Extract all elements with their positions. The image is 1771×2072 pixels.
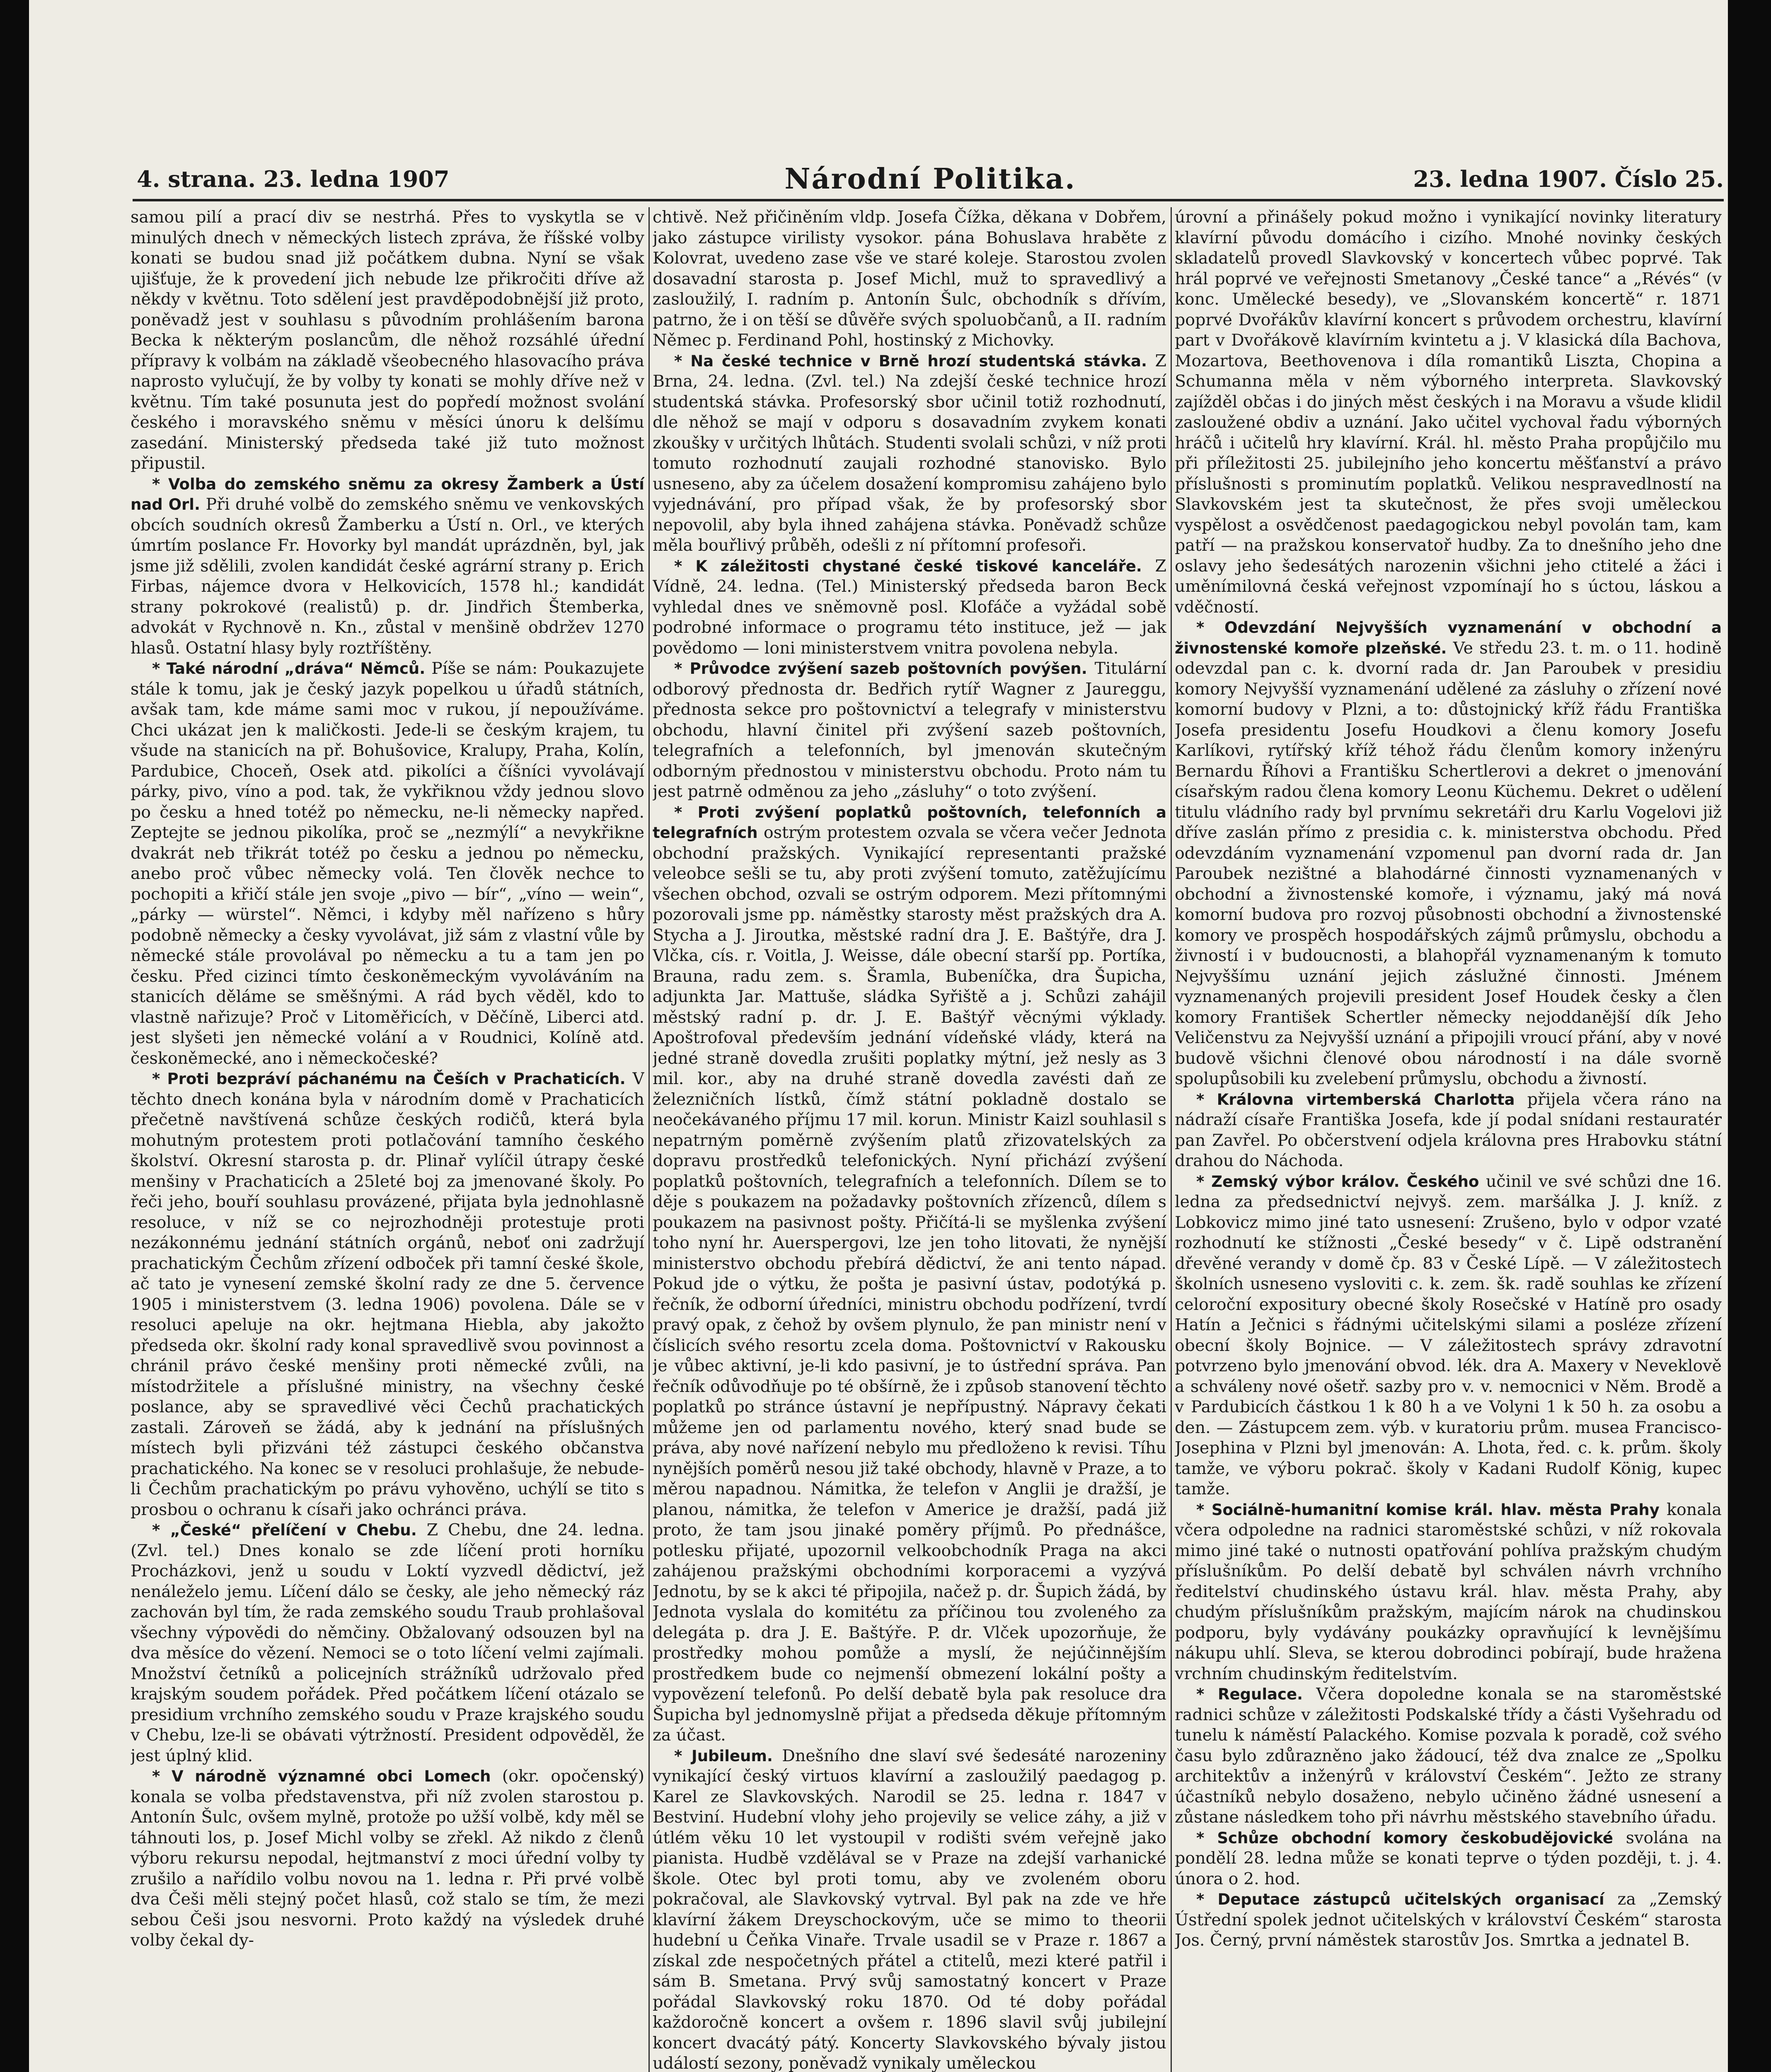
column-2 — [653, 207, 1166, 2072]
article-heading: * Jubileum. — [674, 1747, 773, 1765]
article-text: Při druhé volbě do zemského sněmu ve venkovských obcích soudních okresů Žamberku a Ústí n. Orl., ve kterých úmrtím poslance Fr. Hovorky byl mandát uprázdněn, byl, jak jsme již sdělili, zvolen kandidát české agrární strany p. Erich Firbas, nájemce dvora v Helkovicích, 1578 hl.; kandidát strany pokrokové (realistů) p. dr. Jindřich Štemberka, advokát v Rychnově n. Kn., zůstal v menšině obdržev 1270 hlasů. Ostatní hlasy byly roztříštěny. — [131, 495, 644, 658]
article-paragraph — [653, 556, 1166, 659]
article-text: svolána na pondělí 28. ledna může se konati teprve o týden později, t. j. 4. února o 2. hod. — [1175, 1828, 1722, 1888]
article-text: za „Zemský Ústřední spolek jednot učitelských v království Českém“ starosta Jos. Černý, první náměstek starostův Jos. Smrtka a jednatel B. — [1175, 1890, 1722, 1950]
article-text: Titulární odborový přednosta dr. Bedřich rytíř Wagner z Jaureggu, přednosta sekce pro poštovnictví a telegrafy v ministerstvu obchodu, hlavní činitel při zvýšení sazeb poštovních, telegrafních a telefonních, byl jmenován skutečným odborným přednostou v ministerstvu obchodu. Proto nám tu jest patrně odměnou za jeho „zásluhy“ o toto zvýšení. — [653, 659, 1166, 801]
column-divider — [1171, 207, 1172, 2072]
article-text: Píše se nám: Poukazujete stále k tomu, jak je český jazyk popelkou u úřadů státních, avšak tam, kde máme sami moc v rukou, jí nepoužíváme. Chci ukázat jen k maličkosti. Jede-li se českým krajem, tu všude na stanicích na př. Bohušovice, Kralupy, Praha, Kolín, Pardubice, Choceň, Osek atd. pikolíci a číšníci vyvolávají párky, pivo, víno a pod. tak, že vykřiknou vždy jednou slovo po česku a hned totéž po německu, ne-li německy napřed. Zeptejte se jednou pikolíka, proč se „nezmýlí“ a nevykřikne dvakrát neb třikrát totéž po česku a jednou po německu, anebo proč vůbec německy volá. Ten člověk nechce to pochopiti a křičí stále jen svoje „pivo — bír“, „víno — wein“, „párky — würstel“. Němci, i kdyby měl nařízeno s hůry podobně německy a česky vyvolávat, již sám z vlastní vůle by německé stále provolával po německu a tu a tam jen po česku. Před cizinci tímto českoněmeckým vyvoláváním na stanicích děláme se směšnými. A rád bych věděl, kdo to vlastně nařizuje? Proč v Litoměřicích, v Děčíně, Liberci atd. jest slyšeti jen německé volání a v Roudnici, Kolíně atd. českoněmecké, ano i německočeské? — [131, 659, 644, 1068]
header-right: 23. ledna 1907. Číslo 25. — [1413, 166, 1724, 192]
column-3 — [1175, 207, 1722, 2072]
article-heading: * K záležitosti chystané české tiskové kanceláře. — [674, 557, 1142, 575]
column-1 — [131, 207, 644, 2072]
article-paragraph — [131, 1069, 644, 1520]
article-paragraph — [653, 207, 1166, 351]
article-heading: * Schůze obchodní komory českobudějovické — [1196, 1829, 1613, 1847]
article-paragraph — [1175, 1089, 1722, 1172]
article-paragraph — [131, 1766, 644, 1951]
article-heading: * Zemský výbor králov. Českého — [1196, 1172, 1479, 1191]
article-heading: * V národně významné obci Lomech — [152, 1767, 491, 1785]
article-text: ostrým protestem ozvala se včera večer Jednota obchodní pražských. Vynikající representanti pražské veleobce sešli se tu, aby proti zvýšení tomuto, zatěžujícímu všechen obchod, ozvali se ostrým odporem. Mezi přítomnými pozorovali jsme pp. náměstky starosty měst pražských dra A. Stycha a J. Jiroutka, městské radní dra J. E. Baštýře, dra J. Vlčka, cís. r. Voitla, J. Weisse, dále obecní starší pp. Portíka, Brauna, radu zem. s. Šramla, Bubeníčka, dra Šupicha, adjunkta Jar. Mattuše, sládka Syřiště a j. Schůzi zahájil městský radní p. dr. J. E. Baštýř věcnými výklady. Apoštrofoval především jednání vídeňské vlády, která na jedné straně dovedla zrušiti poplatky mýtní, jež nesly as 3 mil. kor., aby na druhé straně dovedla zavésti daň ze železničních lístků, čímž státní pokladně dostalo se neočekávaného příjmu 17 mil. korun. Ministr Kaizl souhlasil s nepatrným poměrně zvýšením platů zřizovatelských za dopravu prostředků telefonických. Nyní přichází zvýšení poplatků poštovních, telegrafních a telefonních. Dílem se to děje s poukazem na požadavky poštovních zřízenců, dílem s poukazem na pasivnost pošty. Přičítá-li se myšlenka zvýšení toho nyní hr. Auerspergovi, lze jen toho litovati, že nynější ministerstvo obchodu přebírá dědictví, že ani tento nápad. Pokud jde o výtku, že pošta je pasivní ústav, podotýká p. řečník, že odborní úředníci, ministru obchodu podřízení, tvrdí pravý opak, z čehož by ovšem plynulo, že pan ministr není v číslicích svého resortu zcela doma. Poštovnictví v Rakousku je vůbec aktivní, je-li kdo pasivní, je to ústřední správa. Pan řečník odůvodňuje po té obšírně, že i způsob stanovení těchto poplatků po stránce ústavní je nepřípustný. Nápravy čekati můžeme jen od parlamentu nového, který snad bude se práva, aby nové nařízení nebylo mu předloženo k revisi. Tíhu nynějších poměrů nesou již také obchody, hlavně v Praze, a to měrou napadnou. Námitka, že telefon v Anglii je dražší, je planou, námitka, že telefon v Americe je dražší, padá již proto, že tam jsou jinaké poměry příjmů. Po přednášce, potlesku přijaté, upozornil velkoobchodník Praga na akci zahájenou pražskými obchodními korporacemi a vyzývá Jednotu, by se k akci té připojila, načež p. dr. Šupich žádá, by Jednota vyslala do komitétu za příčinou tou zvoleného za delegáta p. dra J. E. Baštýře. P. dr. Vlček upozorňuje, že prostředky mohou pomůže a myslí, že nejúčinnějším prostředkem bude co nejmenší obmezení lokální pošty a vypovězení telefonů. Po delší debatě byla pak resoluce dra Šupicha byl jednomyslně přijat a předseda děkuje přítomným za účast. — [653, 823, 1166, 1745]
article-paragraph — [653, 658, 1166, 802]
header-rule — [133, 199, 1724, 201]
article-paragraph — [131, 1520, 644, 1766]
article-text: Z Chebu, dne 24. ledna. (Zvl. tel.) Dnes konalo se zde líčení proti horníku Procházkovi, jenž u soudu v Loktí vyzvedl dědictví, jež nenáleželo jemu. Líčení dálo se česky, ale jeho německý ráz zachován byl tím, že rada zemského soudu Traub prohlašoval všechny výpovědi do němčiny. Obžalovaný odsouzen byl na dva měsíce do vězení. Nemoci se o toto líčení velmi zajímali. Množství četníků a policejních strážníků udržovalo před krajským soudem pořádek. Před počátkem líčení otázalo se presidium vrchního zemského soudu v Praze krajského soudu v Chebu, lze-li se obávati výtržností. President odpověděl, že jest úplný klid. — [131, 1520, 644, 1765]
article-paragraph — [1175, 1172, 1722, 1500]
article-text: chtivě. Než přičiněním vldp. Josefa Čížka, děkana v Dobřem, jako zástupce virilisty vysokor. pána Bohuslava hraběte z Kolovrat, uvedeno zase vše ve staré koleje. Starostou zvolen dosavadní starosta p. Josef Michl, muž to spravedlivý a zasloužilý, I. radním p. Antonín Šulc, obchodník s dřívím, patrno, že i on těší se důvěře svých spoluobčanů, a II. radním Němec p. Ferdinand Pohl, hostinský z Michovky. — [653, 208, 1166, 350]
article-heading: * Průvodce zvýšení sazeb poštovních povýšen. — [674, 660, 1087, 678]
article-paragraph — [131, 207, 644, 474]
article-paragraph — [1175, 617, 1722, 1089]
article-heading: * Sociálně-humanitní komise král. hlav. města Prahy — [1196, 1501, 1660, 1519]
header-left: 4. strana. 23. ledna 1907 — [137, 166, 450, 192]
article-paragraph — [1175, 1828, 1722, 1890]
article-paragraph — [1175, 1889, 1722, 1951]
article-paragraph — [653, 802, 1166, 1746]
article-heading: * Také národní „dráva“ Němců. — [152, 660, 426, 678]
article-text: úrovní a přinášely pokud možno i vynikající novinky literatury klavírní původu domácího i cizího. Mnohé novinky českých skladatelů provedl Slavkovský v koncertech vůbec poprvé. Tak hrál poprvé ve veřejnosti Smetanovy „České tance“ a „Révés“ (v konc. Umělecké besedy), ve „Slovanském koncertě“ r. 1871 poprvé Dvořákův klavírní koncert s průvodem orchestru, klavírní part v Dvořákově klavírním kvintetu a j. V klasická díla Bachova, Mozartova, Beethovenova i díla romantiků Liszta, Chopina a Schumanna měla v něm výborného interpreta. Slavkovský zajížděl občas i do jiných měst českých i na Moravu a všude klidil zasloužené obdiv a uznání. Jako učitel vychoval řadu výborných hráčů i učitelů hry klavírní. Král. hl. město Praha propůjčilo mu při příležitosti 25. jubilejního jeho koncertu měšťanství a právo příslušnosti s prominutím poplatků. Velikou nespravedlností na Slavkovském jest ta skutečnost, že přes svoji uměleckou vyspělost a osvědčenost paedagogickou nebyl povolán tam, kam patří — na pražskou konservatoř hudby. Za to dnešního jeho dne oslavy jeho šedesátých narozenin všichni jeho ctitelé a žáci i uměnímilovná česká veřejnost vzpomínají ho s úctou, láskou a vděčností. — [1175, 208, 1722, 617]
article-text: (okr. opočenský) konala se volba představenstva, při níž zvolen starostou p. Antonín Šulc, ovšem mylně, protože po užší volbě, kdy měl se táhnouti los, p. Josef Michl volby se zřekl. Až nikdo z členů výboru rekursu nepodal, hejtmanství z moci úřední volby ty zrušilo a nařídilo volbu novou na 1. ledna r. Při prvé volbě dva Češi měli stejný počet hlasů, což stalo se tím, že mezi sebou Češi jsou nesvorni. Proto každý na výsledek druhé volby čekal dy- — [131, 1767, 644, 1950]
page-header — [137, 162, 1724, 203]
article-text: samou pilí a prací div se nestrhá. Přes to vyskytla se v minulých dnech v německých listech zpráva, že říšské volby konati se budou snad již počátkem dubna. Nyní se však ujišťuje, že k provedení jich nebude lze přikročiti dříve až někdy v květnu. Toto sdělení jest pravděpodobnější již proto, poněvadž jest v souhlasu s původním prohlášením barona Becka k některým poslancům, dle něhož rozsáhlé úřední přípravy k volbám na základě všeobecného hlasovacího práva naprosto vylučují, že by volby ty konati se mohly dříve než v květnu. Tím také posunuta jest do popředí možnost svolání českého i moravského sněmu v měsíci únoru k delšímu zasedání. Ministerský předseda také již tuto možnost připustil. — [131, 208, 644, 473]
article-paragraph — [653, 351, 1166, 556]
article-text: Z Brna, 24. ledna. (Zvl. tel.) Na zdejší české technice hrozí studentská stávka. Profesorský sbor učinil totiž rozhodnutí, dle něhož se mají v odporu s dosavadním zvykem konati zkoušky v určitých lhůtách. Studenti svolali schůzi, v níž proti tomuto rozhodnutí zaujali rozhodné stanovisko. Bylo usneseno, aby za účelem dosažení kompromisu zahájeno bylo vyjednávání, pro případ však, že by profesorský sbor nepovolil, aby byla ihned zahájena stávka. Poněvadž schůze měla bouřlivý průběh, odešli z ní přítomní profesoři. — [653, 351, 1166, 555]
article-text: Z Vídně, 24. ledna. (Tel.) Ministerský předseda baron Beck vyhledal dnes ve sněmovně posl. Klofáče a vyžádal sobě podrobné informace o programu této instituce, jež — jak povědomo — loni ministerstvem vnitra povolena nebyla. — [653, 556, 1166, 658]
masthead-title: Národní Politika. — [784, 162, 1076, 196]
article-paragraph — [131, 474, 644, 659]
article-text: V těchto dnech konána byla v národním domě v Prachaticích přečetně navštívená schůze českých rodičů, která byla mohutným protestem proti potlačování tamního českého školství. Okresní starosta p. dr. Plinař vylíčil útrapy české menšiny v Prachaticích a 25leté boj za jmenované školy. Po řeči jeho, bouří souhlasu provázené, přijata byla jednohlasně resoluce, v níž se co nejrozhodněji protestuje proti nezákonnému jednání státních orgánů, neboť oni zadržují prachatickým Čechům zřízení odboček při tamní české škole, ač tato je vynesení zemské školní rady ze dne 5. července 1905 i ministerstvem (3. ledna 1906) povolena. Dále se v resoluci apeluje na okr. hejtmana Hiebla, aby jakožto předseda okr. školní rady konal spravedlivě svou povinnost a chránil právo české menšiny proti německé zvůli, na místodržitele a příslušné ministry, na všechny české poslance, aby se spravedlivé věci Čechů prachatických zastali. Zároveň se žádá, aby k jednání na příslušných místech byli přizváni též zástupci českého občanstva prachatického. Na konec se v resoluci prohlašuje, že nebude-li Čechům prachatickým po právu vyhověno, uchýlí se tito s prosbou o ochranu k císaři jako ochránci práva. — [131, 1069, 644, 1519]
article-paragraph — [1175, 207, 1722, 617]
article-text: Ve středu 23. t. m. o 11. hodině odevzdal pan c. k. dvorní rada dr. Jan Paroubek v presidiu komory Nejvyšší vyznamenání udělené za zásluhy o zřízení nové komorní budovy v Plzni, a to: důstojnický kříž řádu Františka Josefa presidentu Josefu Houdkovi a členu komory Josefu Karlíkovi, rytířský kříž téhož řádu členům komory inženýru Bernardu Říhovi a Františku Schertlerovi a dekret o jmenování císařským radou člena komory Leonu Küchemu. Dekret o udělení titulu vládního rady byl prvnímu sekretáři dru Karlu Vogelovi již dříve zaslán přímo z presidia c. k. ministerstva obchodu. Před odevzdáním vyznamenání vzpomenul pan dvorní rada dr. Jan Paroubek nezištné a blahodárné činnosti vyznamenaných v obchodní a živnostenské komoře, i významu, jaký má nová komorní budova pro rozvoj působnosti obchodní a živnostenské komory ve prospěch hospodářských zájmů průmyslu, obchodu a živností i v budoucnosti, a blahopřál vyznamenaným k tomuto Nejvyššímu uznání jejich záslužné činnosti. Jménem vyznamenaných projevili president Josef Houdek česky a člen komory František Schertler německy nejoddanější dík Jeho Veličenstvu za Nejvyšší uznání a připojili vroucí přání, aby v nové budově všichni členové obou národností i na dále svorně spolupůsobili ku zvelebení průmyslu, obchodu a živností. — [1175, 638, 1722, 1088]
article-heading: * Královna virtemberská Charlotta — [1196, 1090, 1515, 1109]
article-text: konala včera odpoledne na radnici staroměstské schůzi, v níž rokovala mimo jiné také o nutnosti opatřování pohlíva pražským chudým příslušníkům. Po delší debatě byl schválen návrh vrchního ředitelství chudinského ústavu král. hlav. města Prahy, aby chudým příslušníkům pražským, majícím nárok na chudinskou podporu, byly vydávány poukázky opravňující k levnějšímu nákupu uhlí. Sleva, se kterou dobrodinci pobírají, bude hražena vrchním chudinským ředitelstvím. — [1175, 1500, 1722, 1683]
column-divider — [648, 207, 650, 2072]
article-text: přijela včera ráno na nádraží císaře Františka Josefa, kde jí podal snídani restauratér pan Zavřel. Po občerstvení odjela královna pres Hrabovku státní drahou do Náchoda. — [1175, 1089, 1722, 1170]
article-paragraph — [131, 658, 644, 1069]
article-heading: * „České“ přelíčení v Chebu. — [152, 1521, 417, 1539]
article-paragraph — [653, 1746, 1166, 2072]
article-heading: * Odevzdání Nejvyšších vyznamenání v obchodní a živnostenské komoře plzeňské. — [1175, 619, 1722, 657]
article-text: Včera dopoledne konala se na staroměstské radnici schůze v záležitosti Podskalské třídy a části Vyšehradu od tunelu k náměstí Palackého. Komise pozvala k poradě, což svého času bylo zdůrazněno jako žádoucí, též dva znalce ze „Spolku architektův a inženýrů v království Českém“. Ježto ze strany účastníků nebylo dosaženo, nebylo učiněno žádné usnesení a zůstane následkem toho při návrhu městského stavebního úřadu. — [1175, 1685, 1722, 1827]
article-text: Dnešního dne slaví své šedesáté narozeniny vynikající český virtuos klavírní a zasloužilý paedagog p. Karel ze Slavkovských. Narodil se 25. ledna r. 1847 v Bestviní. Hudební vlohy jeho projevily se velice záhy, a již v útlém věku 10 let vystoupil v rodišti svém veřejně jako pianista. Hudbě vzdělával se v Praze na zdejší varhanické škole. Otec byl proti tomu, aby ve zvoleném oboru pokračoval, ale Slavkovský vytrval. Byl pak na zde ve hře klavírní žákem Dreyschockovým, uče se mimo to theorii hudební u Čeňka Vinaře. Trvale usadil se v Praze r. 1867 a získal zde nespočetných přátel a ctitelů, mezi které patřil i sám B. Smetana. Prvý svůj samostatný koncert v Praze pořádal Slavkovský roku 1870. Od té doby pořádal každoročně koncert a ovšem r. 1896 slavil svůj jubilejní koncert dvacátý pátý. Koncerty Slavkovského bývaly jistou událostí sezony, poněvadž vynikaly uměleckou — [653, 1746, 1166, 2072]
article-paragraph — [1175, 1500, 1722, 1685]
article-heading: * Deputace zástupců učitelských organisací — [1196, 1890, 1604, 1908]
article-heading: * Proti bezpráví páchanému na Češích v Prachaticích. — [152, 1070, 626, 1088]
article-paragraph — [1175, 1684, 1722, 1828]
article-heading: * Na české technice v Brně hrozí studentská stávka. — [674, 352, 1147, 370]
article-heading: * Volba do zemského sněmu za okresy Žamberk a Ústí nad Orl. — [131, 475, 644, 513]
article-heading: * Proti zvýšení poplatků poštovních, telefonních a telegrafních — [653, 803, 1166, 842]
article-heading: * Regulace. — [1196, 1685, 1303, 1703]
newspaper-page — [29, 0, 1728, 2072]
article-text: učinil ve své schůzi dne 16. ledna za předsednictví nejvyš. zem. maršálka J. J. kníž. z Lobkovicz mimo jiné tato usnesení: Zrušeno, bylo v odpor vzaté rozhodnutí ke stížnosti „České besedy“ v č. Lipě odstranění dřevěné verandy v domě čp. 83 v České Lípě. — V záležitostech školních usneseno vysloviti c. k. zem. šk. radě souhlas ke zřízení celoroční expositury obecné školy Rosečské v Hatíně pro osady Hatín a Ječnici s řádnými učitelskými silami a posléze zřízení obecní školy Bojnice. — V záležitostech správy zdravotní potvrzeno bylo jmenování obvod. lék. dra A. Maxery v Neveklově a schváleny nové ošetř. sazby pro v. v. nemocnici v Něm. Brodě a v Pardubicích částkou 1 k 80 h a ve Volyni 1 k 50 h. za osobu a den. — Zástupcem zem. výb. v kuratoriu prům. musea Francisco-Josephina v Plzni byl jmenován: A. Lhota, řed. c. k. prům. školy tamže, ve výboru pokrač. školy v Kadani Rudolf König, kupec tamže. — [1175, 1172, 1722, 1498]
